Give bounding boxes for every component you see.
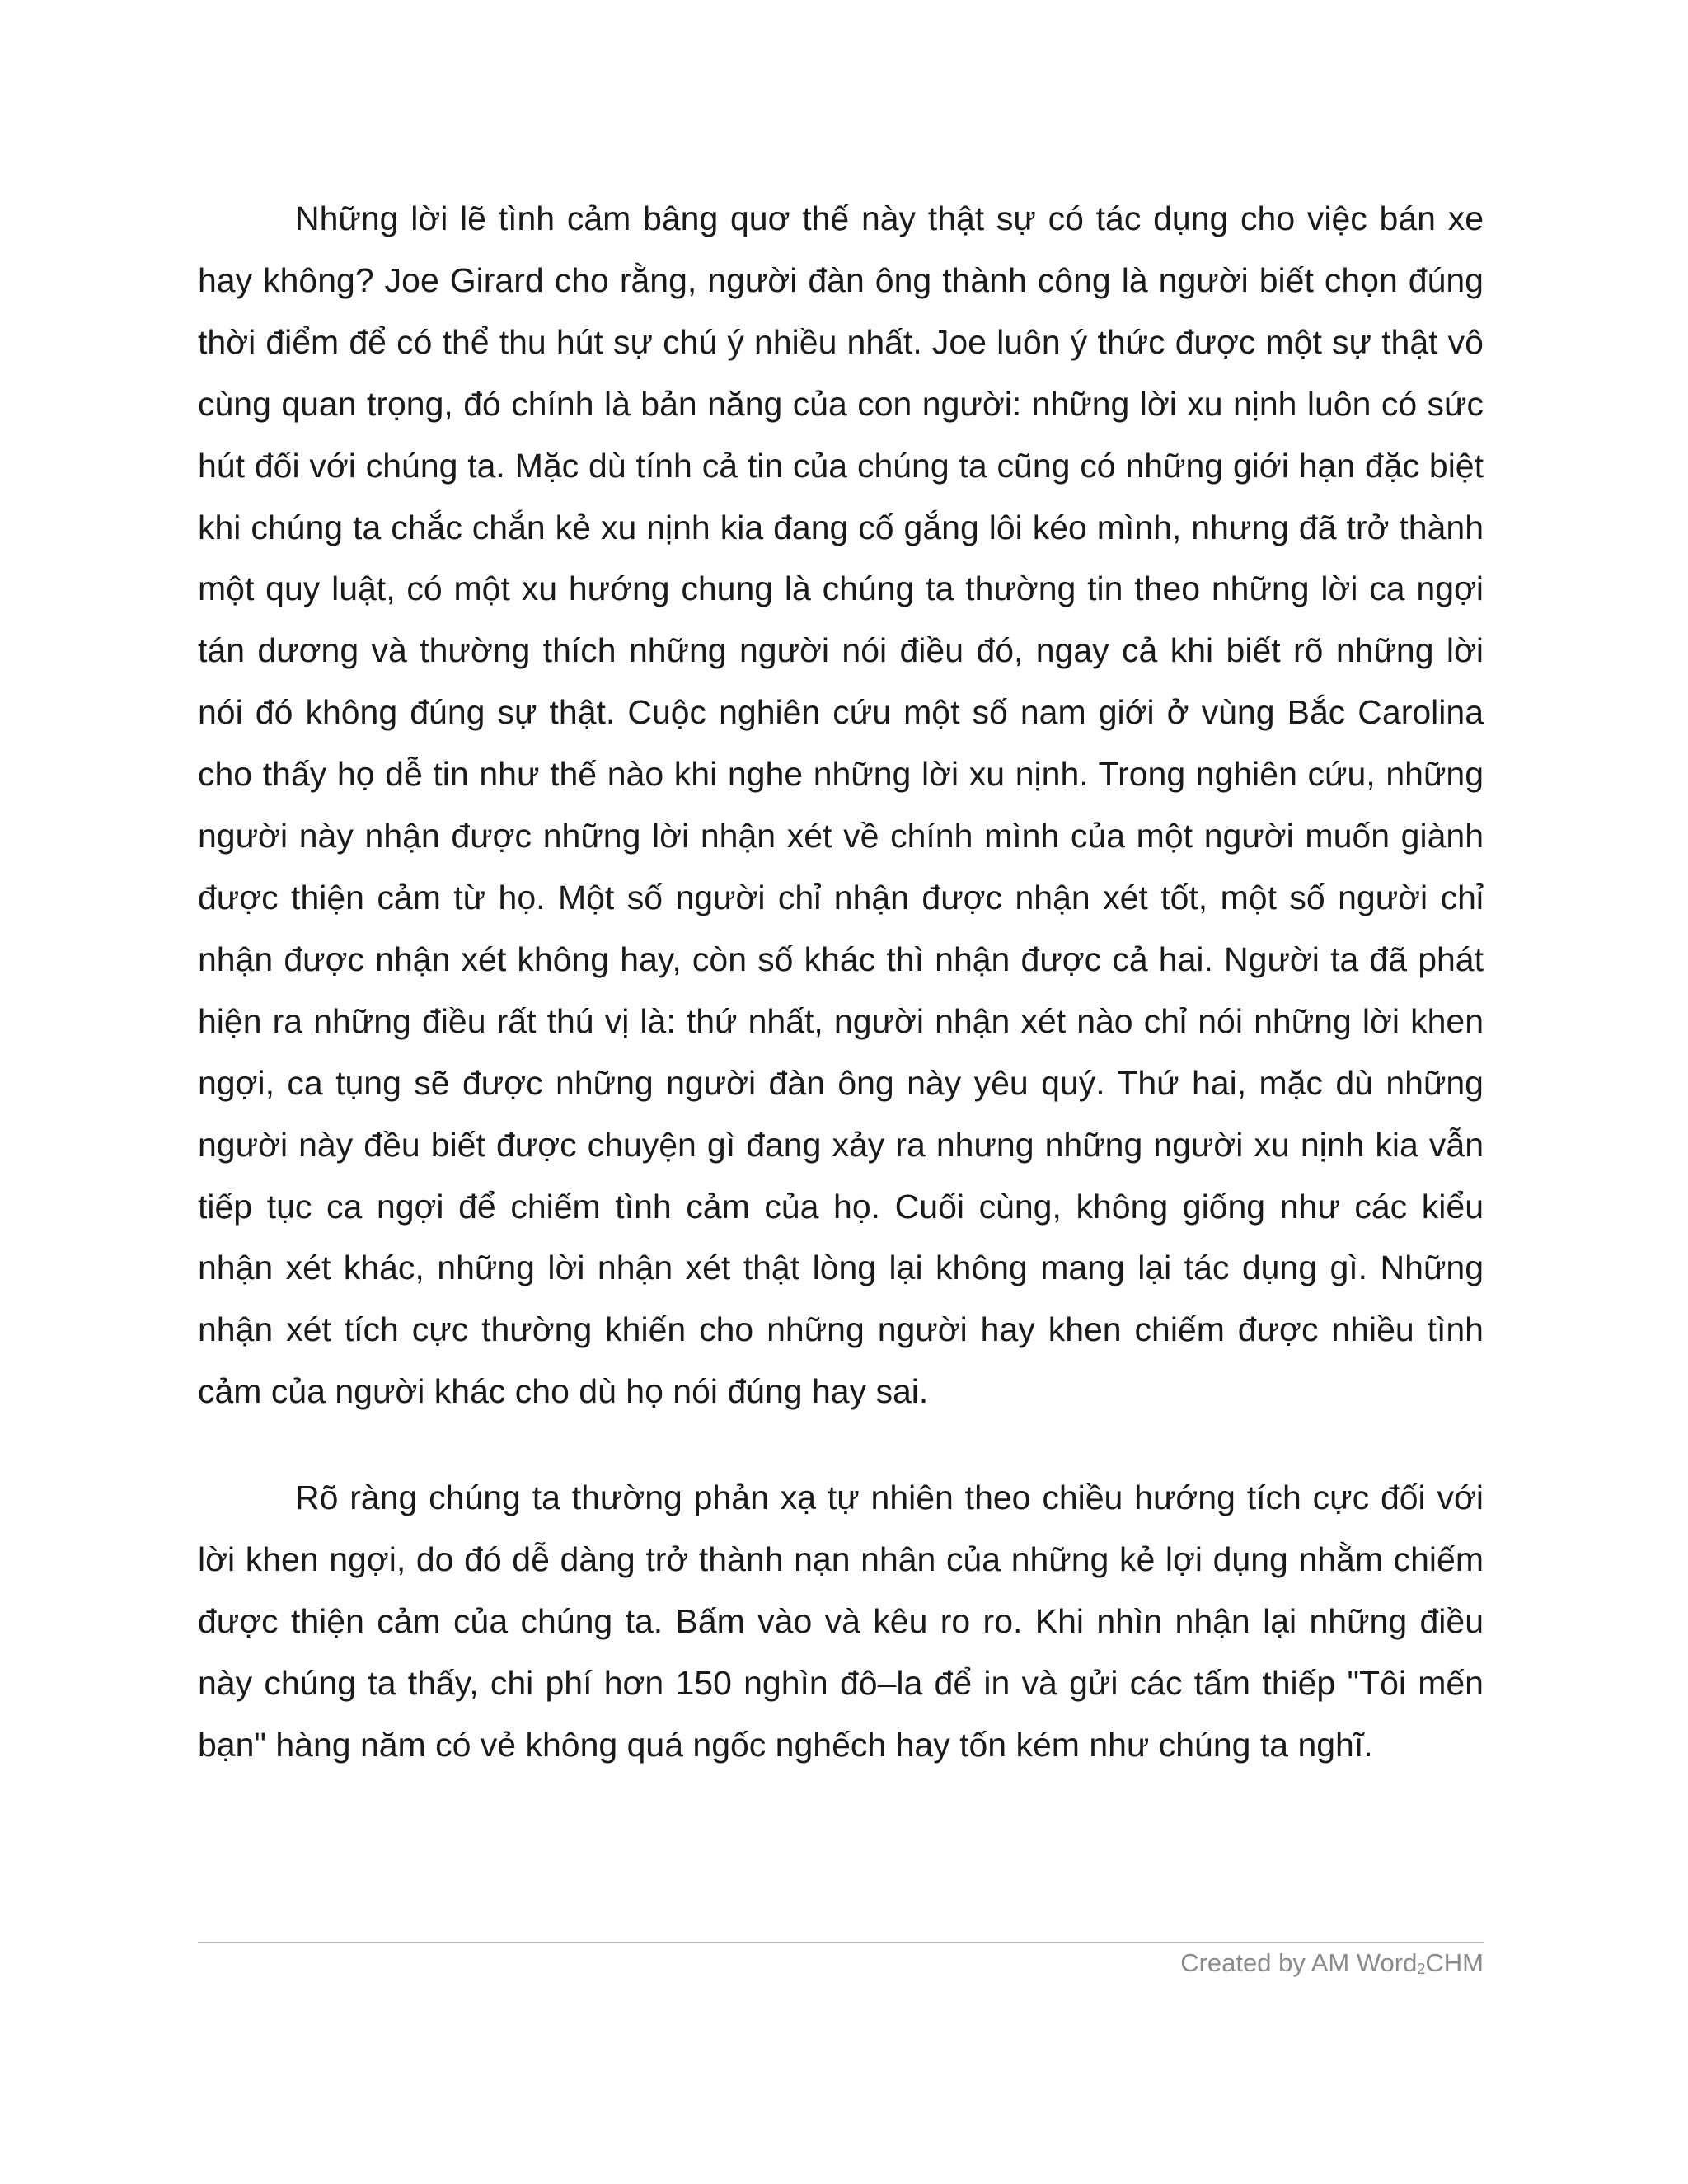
footer-credit-prefix: Created by AM Word (1180, 1948, 1418, 1977)
footer-credit (1180, 1948, 1484, 1978)
paragraph-2: Rõ ràng chúng ta thường phản xạ tự nhiên theo chiều hướng tích cực đối với lời khen ngợi, do đó dễ dàng trở thành nạn nhân của những kẻ lợi dụng nhằm chiếm được thiện cảm của chúng ta. Bấm vào và kêu ro ro. Khi nhìn nhận lại những điều này chúng ta thấy, chi phí hơn 150 nghìn đô–la để in và gửi các tấm thiếp "Tôi mến bạn" hàng năm có vẻ không quá ngốc nghếch hay tốn kém như chúng ta nghĩ. (198, 1479, 1484, 1764)
paragraph-1: Những lời lẽ tình cảm bâng quơ thế này thật sự có tác dụng cho việc bán xe hay không? Joe Girard cho rằng, người đàn ông thành công là người biết chọn đúng thời điểm để có thể thu hút sự chú ý nhiều nhất. Joe luôn ý thức được một sự thật vô cùng quan trọng, đó chính là bản năng của con người: những lời xu nịnh luôn có sức hút đối với chúng ta. Mặc dù tính cả tin của chúng ta cũng có những giới hạn đặc biệt khi chúng ta chắc chắn kẻ xu nịnh kia đang cố gắng lôi kéo mình, nhưng đã trở thành một quy luật, có một xu hướng chung là chúng ta thường tin theo những lời ca ngợi tán dương và thường thích những người nói điều đó, ngay cả khi biết rõ những lời nói đó không đúng sự thật. Cuộc nghiên cứu một số nam giới ở vùng Bắc Carolina cho thấy họ dễ tin như thế nào khi nghe những lời xu nịnh. Trong nghiên cứu, những người này nhận được những lời nhận xét về chính mình của một người muốn giành được thiện cảm từ họ. Một số người chỉ nhận được nhận xét tốt, một số người chỉ nhận được nhận xét không hay, còn số khác thì nhận được cả hai. Người ta đã phát hiện ra những điều rất thú vị là: thứ nhất, người nhận xét nào chỉ nói những lời khen ngợi, ca tụng sẽ được những người đàn ông này yêu quý. Thứ hai, mặc dù những người này đều biết được chuyện gì đang xảy ra nhưng những người xu nịnh kia vẫn tiếp tục ca ngợi để chiếm tình cảm của họ. Cuối cùng, không giống như các kiểu nhận xét khác, những lời nhận xét thật lòng lại không mang lại tác dụng gì. Những nhận xét tích cực thường khiến cho những người hay khen chiếm được nhiều tình cảm của người khác cho dù họ nói đúng hay sai. (198, 199, 1484, 1411)
footer-credit-suffix: CHM (1425, 1948, 1484, 1977)
footer-credit-subscript: 2 (1417, 1961, 1426, 1977)
footer-divider (198, 1942, 1484, 1943)
document-body (198, 188, 1484, 1776)
